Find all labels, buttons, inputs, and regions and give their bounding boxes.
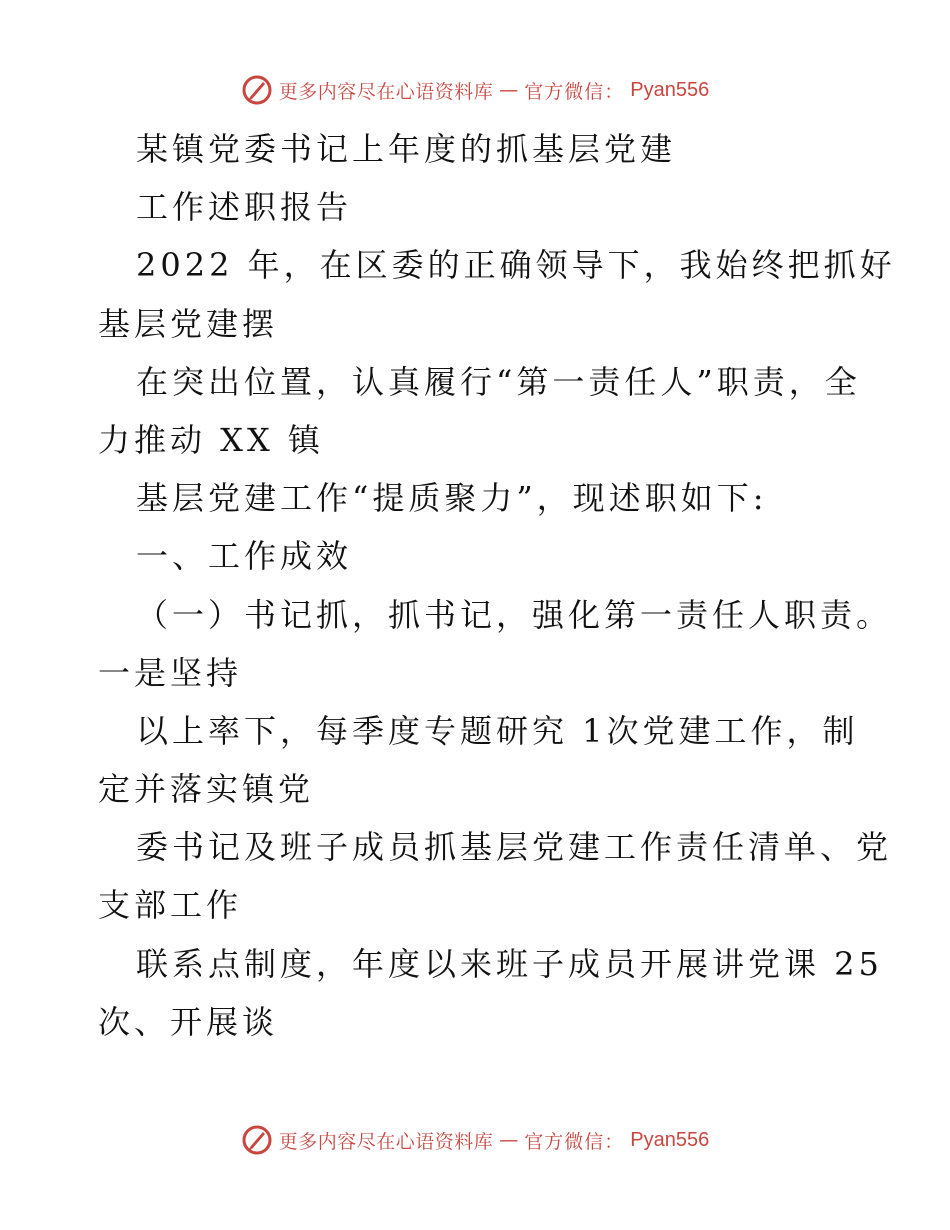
banner-wechat-label: 官方微信： bbox=[524, 1130, 625, 1153]
subsection-heading: （一）书记抓，抓书记，强化第一责任人职责。 bbox=[136, 595, 893, 634]
paragraph-line: 次、开展谈 bbox=[98, 1002, 279, 1041]
paragraph-line: 以上率下，每季度专题研究 1次党建工作，制 bbox=[136, 711, 859, 750]
header-banner bbox=[0, 70, 950, 110]
section-heading: 一、工作成效 bbox=[136, 537, 353, 576]
paragraph-line: 在突出位置，认真履行“第一责任人”职责，全 bbox=[136, 362, 861, 401]
banner-separator: — bbox=[499, 1129, 519, 1151]
paragraph-line: 基层党建工作“提质聚力”，现述职如下: bbox=[136, 479, 768, 518]
paragraph-line: 支部工作 bbox=[98, 886, 243, 925]
document-title-line-2: 工作述职报告 bbox=[136, 188, 353, 227]
document-body bbox=[98, 120, 896, 1051]
quill-logo-icon bbox=[241, 74, 273, 106]
paragraph-line: 委书记及班子成员抓基层党建工作责任清单、党 bbox=[136, 828, 893, 867]
banner-slogan: 更多内容尽在心语资料库 bbox=[278, 1130, 494, 1153]
banner-slogan: 更多内容尽在心语资料库 bbox=[278, 80, 494, 103]
quill-logo-icon bbox=[241, 1124, 273, 1156]
paragraph-line: 联系点制度，年度以来班子成员开展讲党课 25 bbox=[136, 944, 883, 983]
paragraph-line: 定并落实镇党 bbox=[98, 770, 315, 809]
banner-wechat-id: Pyan556 bbox=[630, 78, 710, 101]
paragraph-line: 2022 年，在区委的正确领导下，我始终把抓好 bbox=[136, 246, 896, 285]
paragraph-line: 基层党建摆 bbox=[98, 304, 279, 343]
footer-banner bbox=[0, 1120, 950, 1160]
banner-wechat-label: 官方微信： bbox=[524, 80, 625, 103]
banner-wechat-id: Pyan556 bbox=[630, 1128, 710, 1151]
paragraph-line: 一是坚持 bbox=[98, 653, 243, 692]
paragraph-line: 力推动 XX 镇 bbox=[98, 420, 324, 459]
document-title-line-1: 某镇党委书记上年度的抓基层党建 bbox=[136, 130, 677, 168]
banner-separator: — bbox=[499, 79, 519, 101]
